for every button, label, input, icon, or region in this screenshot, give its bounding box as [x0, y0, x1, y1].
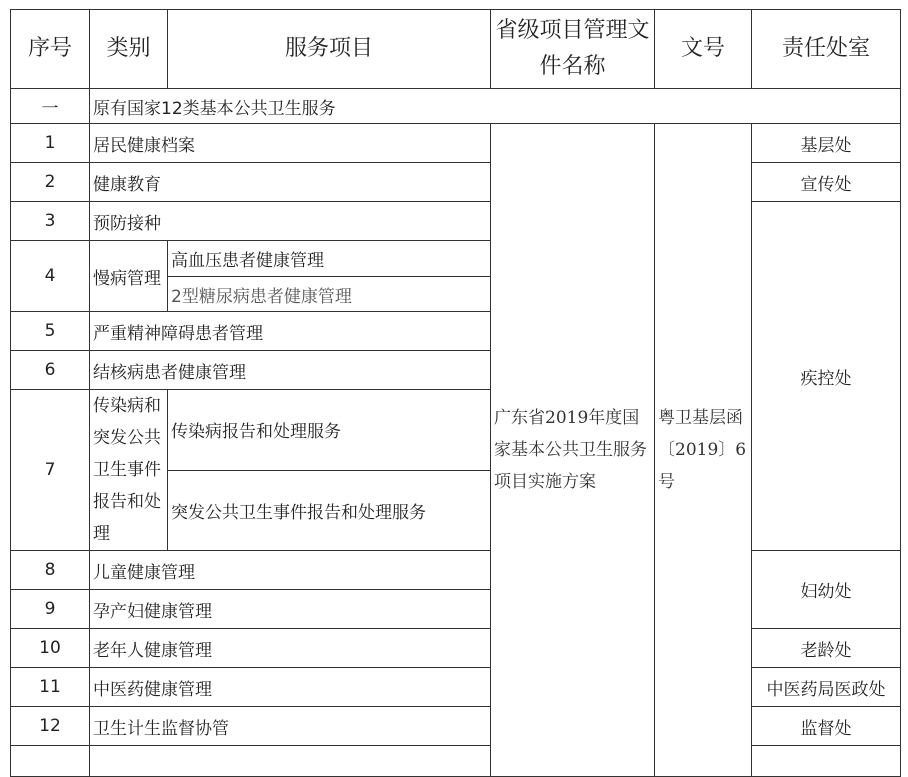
section-seq: 一: [11, 89, 90, 124]
row-category: 慢病管理: [90, 241, 168, 312]
row-seq: 10: [11, 629, 90, 668]
table-row: [11, 668, 901, 707]
row-dept: 疾控处: [752, 202, 901, 551]
row-service: 孕产妇健康管理: [90, 590, 491, 629]
doc-no-cell: 粤卫基层函〔2019〕6号: [655, 124, 752, 777]
row-service: 健康教育: [90, 163, 491, 202]
row-dept: 老龄处: [752, 629, 901, 668]
header-doc-no: 文号: [655, 10, 752, 89]
row-service: 居民健康档案: [90, 124, 491, 163]
header-dept: 责任处室: [752, 10, 901, 89]
table-row-partial: [11, 746, 901, 777]
row-seq: 12: [11, 707, 90, 746]
header-service: 服务项目: [168, 10, 491, 89]
empty-cell: [11, 746, 90, 777]
row-seq: 1: [11, 124, 90, 163]
table-row: [11, 629, 901, 668]
row-dept: 宣传处: [752, 163, 901, 202]
table-row: [11, 551, 901, 590]
header-seq: 序号: [11, 10, 90, 89]
row-category: 传染病和突发公共卫生事件报告和处理: [90, 390, 168, 551]
row-seq: 4: [11, 241, 90, 312]
table-row: [11, 124, 901, 163]
row-dept: 妇幼处: [752, 551, 901, 629]
doc-name-cell: 广东省2019年度国家基本公共卫生服务项目实施方案: [491, 124, 655, 777]
row-dept: 中医药局医政处: [752, 668, 901, 707]
header-row: [11, 10, 901, 89]
row-service: 结核病患者健康管理: [90, 351, 491, 390]
table-row: [11, 707, 901, 746]
section-title: 原有国家12类基本公共卫生服务: [90, 89, 901, 124]
row-service: 儿童健康管理: [90, 551, 491, 590]
row-sub-service: 传染病报告和处理服务: [168, 390, 491, 471]
row-dept: 监督处: [752, 707, 901, 746]
row-service: 卫生计生监督协管: [90, 707, 491, 746]
empty-cell: [90, 746, 901, 777]
header-doc-name: 省级项目管理文件名称: [491, 10, 655, 89]
table-row: [11, 163, 901, 202]
row-dept: 基层处: [752, 124, 901, 163]
row-service: 严重精神障碍患者管理: [90, 312, 491, 351]
row-seq: 7: [11, 390, 90, 551]
row-seq: 8: [11, 551, 90, 590]
row-seq: 2: [11, 163, 90, 202]
row-seq: 6: [11, 351, 90, 390]
row-service: 老年人健康管理: [90, 629, 491, 668]
row-seq: 9: [11, 590, 90, 629]
row-sub-service: 2型糖尿病患者健康管理: [168, 277, 491, 312]
row-service: 预防接种: [90, 202, 491, 241]
header-category: 类别: [90, 10, 168, 89]
table-row: [11, 202, 901, 241]
row-seq: 3: [11, 202, 90, 241]
row-seq: 11: [11, 668, 90, 707]
row-sub-service: 突发公共卫生事件报告和处理服务: [168, 470, 491, 551]
row-service: 中医药健康管理: [90, 668, 491, 707]
section-row: [11, 89, 901, 124]
row-seq: 5: [11, 312, 90, 351]
row-sub-service: 高血压患者健康管理: [168, 241, 491, 277]
service-table: [10, 9, 901, 777]
